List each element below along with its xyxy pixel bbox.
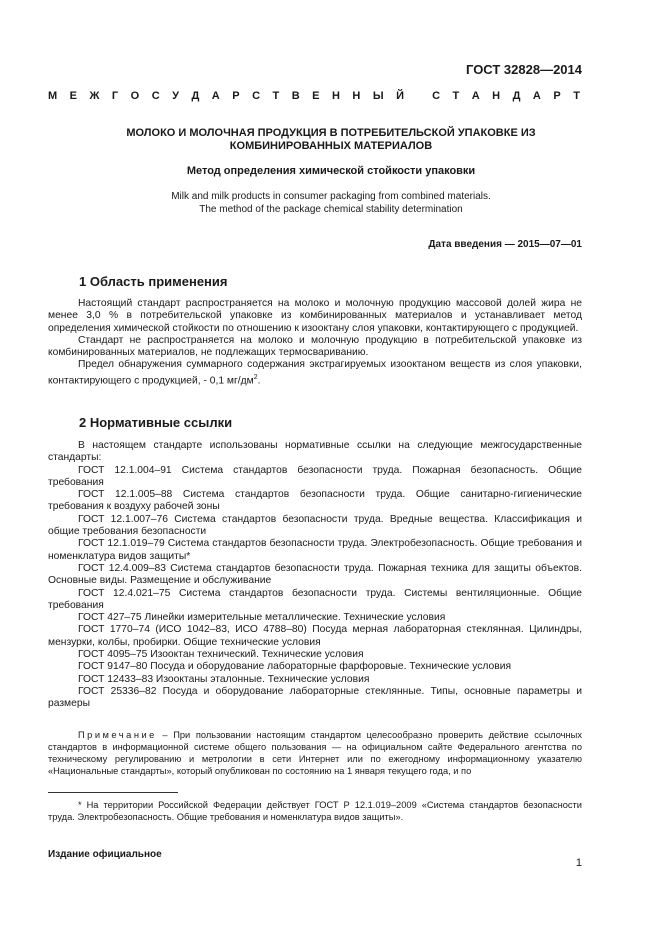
reference-item: ГОСТ 4095–75 Изооктан технический. Технические условия — [78, 649, 364, 661]
document-title: МОЛОКО И МОЛОЧНАЯ ПРОДУКЦИЯ В ПОТРЕБИТЕЛЬСКОЙ УПАКОВКЕ ИЗ КОМБИНИРОВАННЫХ МАТЕРИАЛОВ — [126, 127, 536, 152]
section-1-heading: 1 Область применения — [79, 274, 228, 289]
footnote-divider — [48, 792, 178, 793]
reference-item: ГОСТ 12.1.007–76 Система стандартов безопасности труда. Вредные вещества. Классификация и общие требования безопасности — [48, 513, 582, 538]
section-1-paragraph: Настоящий стандарт распространяется на молоко и молочную продукцию массовой долей жира не менее 3,0 % в потребительской упаковке из комбинированных материалов и устанавливает метод определения химической стойкости по отношению к изооктану слоя упаковки, контактирующего с продукцией. — [48, 298, 582, 334]
section-1-paragraph: Стандарт не распространяется на молоко и молочную продукцию в потребительской упаковке из комбинированных материалов, не подлежащих термосвариванию. — [48, 334, 582, 359]
official-edition-label: Издание официальное — [48, 849, 162, 860]
reference-item: ГОСТ 427–75 Линейки измерительные металлические. Технические условия — [78, 612, 446, 624]
note-text: – При пользовании настоящим стандартом целесообразно проверить действие ссылочных стандартов в информационной системе общего пользования — на официальном сайте Федерального агентства по техническому регулированию и метрологии в сети Интернет или по ежегодному информационному указателю «Национальные стандарты», который опубликован по состоянию на 1 января текущего года, и по — [48, 730, 582, 776]
reference-item: ГОСТ 12.1.005–88 Система стандартов безопасности труда. Общие санитарно-гигиенические требования к воздуху рабочей зоны — [48, 489, 582, 513]
reference-item: ГОСТ 12.1.019–79 Система стандартов безопасности труда. Электробезопасность. Общие требования и номенклатура видов защиты* — [48, 538, 582, 562]
reference-item: ГОСТ 9147–80 Посуда и оборудование лабораторные фарфоровые. Технические условия — [78, 661, 512, 673]
note-label: Примечание — [78, 730, 157, 740]
standard-code: ГОСТ 32828—2014 — [466, 62, 582, 77]
interstate-standard-banner: М Е Ж Г О С У Д А Р С Т В Е Н Н Ы Й С Т А Н Д А Р Т — [48, 90, 580, 102]
reference-item: ГОСТ 12.4.009–83 Система стандартов безопасности труда. Пожарная техника для защиты объектов. Основные виды. Размещение и обслуживание — [48, 562, 582, 587]
english-title: Milk and milk products in consumer packaging from combined materials. The method of the package chemical stability determination — [171, 191, 491, 215]
reference-item: ГОСТ 25336–82 Посуда и оборудование лабораторные стеклянные. Типы, основные параметры и размеры — [48, 685, 582, 710]
reference-item: ГОСТ 12433–83 Изооктаны эталонные. Технические условия — [78, 673, 370, 685]
section-2-body — [48, 440, 582, 711]
reference-item: ГОСТ 12.4.021–75 Система стандартов безопасности труда. Системы вентиляционные. Общие требования — [48, 587, 582, 611]
reference-item: ГОСТ 1770–74 (ИСО 1042–83, ИСО 4788–80) Посуда мерная лабораторная стеклянная. Цилиндры, мензурки, колбы, пробирки. Общие технические условия — [48, 624, 582, 648]
method-subtitle: Метод определения химической стойкости упаковки — [186, 165, 476, 177]
section-1-body — [48, 298, 582, 388]
introduction-date: Дата введения — 2015—07—01 — [428, 239, 582, 250]
note-block — [48, 729, 582, 777]
reference-item: ГОСТ 12.1.004–91 Система стандартов безопасности труда. Пожарная безопасность. Общие требования — [48, 464, 582, 488]
section-1-paragraph: Предел обнаружения суммарного содержания экстрагируемых изооктаном веществ из слоя упаковки, контактирующего с продукцией, - 0,1 $мг/дм^2$. — [48, 359, 582, 387]
page-number: 1 — [575, 857, 582, 869]
section-2-intro: В настоящем стандарте использованы нормативные ссылки на следующие межгосударственные стандарты: — [48, 440, 582, 464]
section-2-heading: 2 Нормативные ссылки — [79, 415, 233, 430]
footnote: * На территории Российской Федерации действует ГОСТ Р 12.1.019–2009 «Система стандартов безопасности труда. Электробезопасность. Общие требования и номенклатура видов защиты». — [48, 800, 582, 822]
